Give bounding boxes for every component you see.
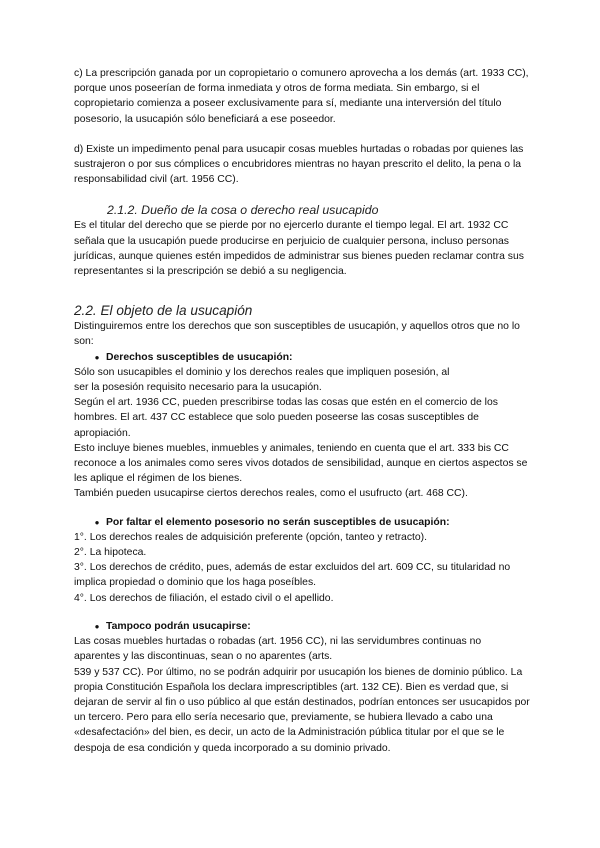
text-line: Según el art. 1936 CC, pueden prescribirse todas las cosas que estén en el comercio de los hombres. El art. 437 CC establece que solo pueden poseerse las cosas susceptibles de apropiación. — [74, 397, 498, 439]
bullet-dot-icon: ● — [94, 517, 100, 527]
text-line: También pueden usucapirse ciertos derechos reales, como el usufructo (art. 468 CC). — [74, 488, 468, 500]
bullet-label: Derechos susceptibles de usucapión: — [106, 351, 293, 363]
bullet-dot-icon: ● — [94, 621, 100, 631]
list-item: 2°. La hipoteca. — [74, 547, 147, 559]
bullet-label: Tampoco podrán usucapirse: — [106, 620, 251, 632]
list-item: 1°. Los derechos reales de adquisición preferente (opción, tanteo y retracto). — [74, 531, 428, 543]
bullet-tampoco — [74, 619, 530, 634]
paragraph-d: d) Existe un impedimento penal para usucapir cosas muebles hurtadas o robadas por quienes las sustrajeron o por sus cómplices o encubridores mientras no hayan prescrito el delito, la pena o la responsabilidad civil (art. 1956 CC). — [74, 143, 524, 186]
bullet-label: Por faltar el elemento posesorio no serán susceptibles de usucapión: — [106, 516, 450, 528]
text-line: 539 y 537 CC). Por último, no se podrán adquirir por usucapión los bienes de dominio público. La propia Constitución Española los declara imprescriptibles (art. 132 CE). Bien es verdad que, si dejaran de servir al fin o uso público al que están destinados, podrían entonces ser usucapidos por un tercero. Pero para ello sería necesario que, previamente, se hubiera llevado a cabo una «desafectación» del bien, es decir, un acto de la Administración pública titular por el que se le despoja de esa condición y queda incorporado a su dominio privado. — [74, 666, 530, 754]
paragraph-owner: Es el titular del derecho que se pierde por no ejercerlo durante el tiempo legal. El art. 1932 CC señala que la usucapión puede producirse en perjuicio de cualquier persona, incluso personas jurídicas, aunque quienes estén impedidos de administrar sus bienes pueden reclamar contra sus representantes si la prescripción se debió a su negligencia. — [74, 220, 524, 278]
text-line: Esto incluye bienes muebles, inmuebles y animales, teniendo en cuenta que el art. 333 bis CC reconoce a los animales como seres vivos dotados de sensibilidad, aunque en ciertos aspectos se les aplique el régimen de los bienes. — [74, 442, 528, 485]
list-item: 4°. Los derechos de filiación, el estado civil o el apellido. — [74, 592, 334, 604]
text-line: Sólo son usucapibles el dominio y los derechos reales que impliquen posesión, al — [74, 366, 450, 378]
bullet-dot-icon: ● — [94, 352, 100, 362]
text-line: ser la posesión requisito necesario para la usucapión. — [74, 382, 322, 394]
paragraph-c: c) La prescripción ganada por un copropietario o comunero aprovecha a los demás (art. 1933 CC), porque unos poseerían de forma inmediata y otros de forma mediata. Sin embargo, si el copropietario comienza a poseer exclusivamente para sí, mediante una interversión del título posesorio, la usucapión sólo beneficiará a ese poseedor. — [74, 68, 529, 125]
heading-2-2: 2.2. El objeto de la usucapión — [74, 303, 253, 319]
list-item: 3°. Los derechos de crédito, pues, además de estar excluidos del art. 609 CC, su titularidad no implica propiedad o dominio que los haga poseíbles. — [74, 562, 511, 589]
bullet-no-susceptibles — [74, 515, 530, 530]
heading-2-1-2: 2.1.2. Dueño de la cosa o derecho real usucapido — [107, 203, 379, 218]
bullet-susceptibles — [74, 350, 530, 365]
document-page — [74, 66, 530, 756]
text-line: Las cosas muebles hurtadas o robadas (art. 1956 CC), ni las servidumbres continuas no aparentes y las discontinuas, sean o no aparentes (arts. — [74, 636, 482, 663]
paragraph-distinguish: Distinguiremos entre los derechos que son susceptibles de usucapión, y aquellos otros que no lo son: — [74, 321, 520, 348]
